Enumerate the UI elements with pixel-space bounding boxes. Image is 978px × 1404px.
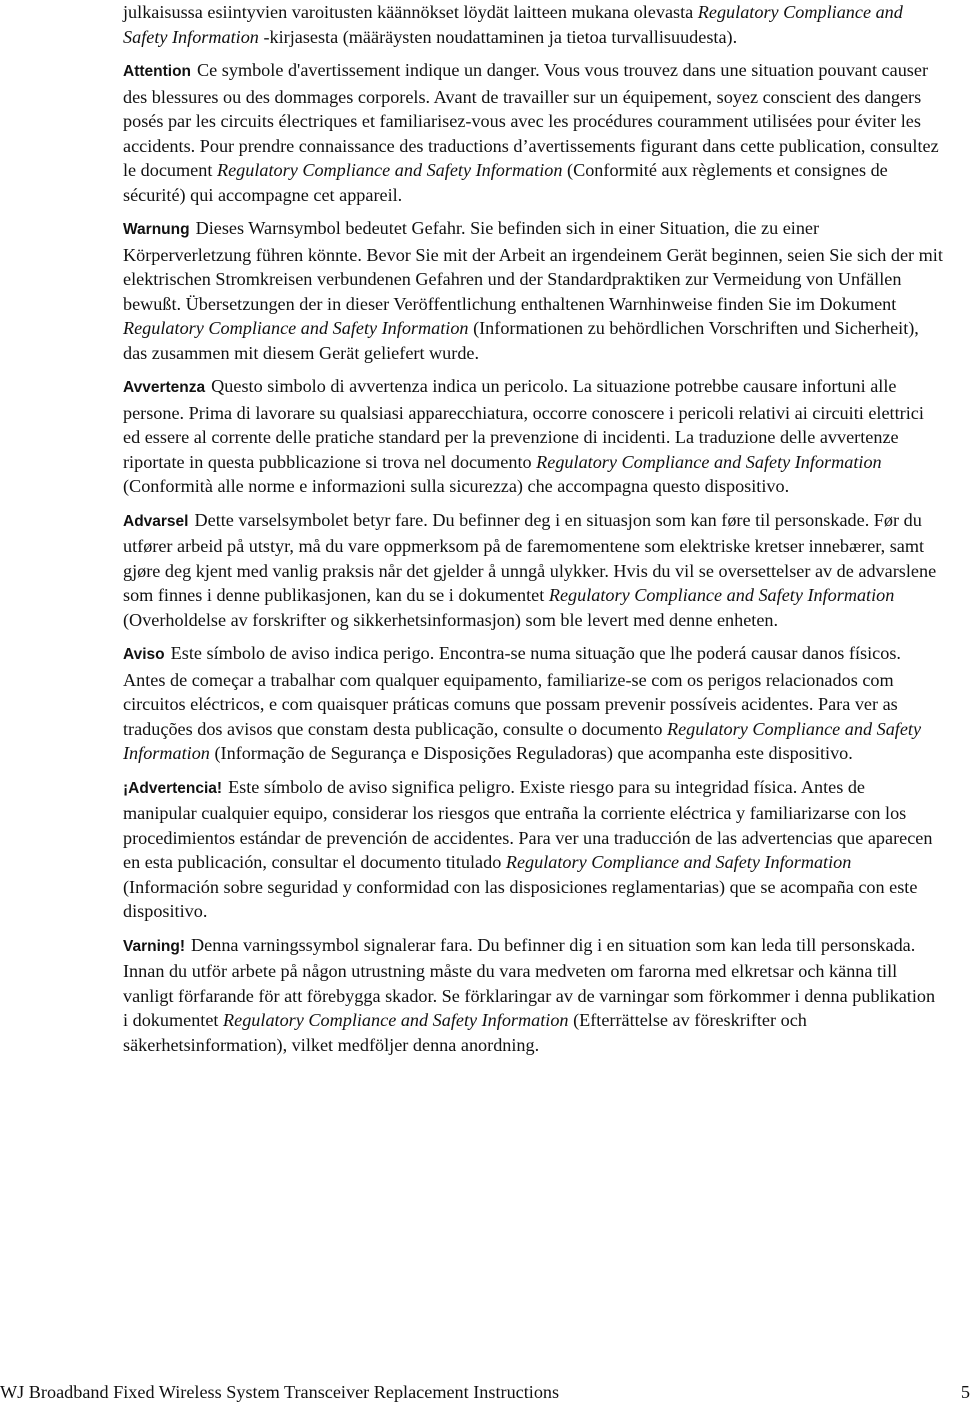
paragraph-label: Avvertenza: [123, 379, 206, 396]
paragraph-spanish: [123, 775, 943, 924]
paragraph-document-title: Regulatory Compliance and Safety Information: [216, 160, 563, 180]
paragraph-french: [123, 58, 943, 207]
paragraph-text-after: (Informationen zu behördlichen Vorschriften und Sicherheit), das zusammen mit diesem Gerät geliefert wurde.: [123, 318, 919, 363]
paragraph-text-before: Dieses Warnsymbol bedeutet Gefahr. Sie befinden sich in einer Situation, die zu einer Körperverletzung führen könnte. Bevor Sie mit der Arbeit an irgendeinem Gerät beginnen, seien Sie sich der mit elektrischen Stromkreisen verbundenen Gefahren und der Standardpraktiken zur Vermeidung von Unfällen bewußt. Übersetzungen der in dieser Veröffentlichung enthaltenen Warnhinweise finden Sie im Dokument: [123, 218, 943, 314]
page-number: 5: [960, 1382, 970, 1402]
paragraph-text-after: (Efterrättelse av föreskrifter och säkerhetsinformation), vilket medföljer denna anordning.: [123, 1010, 807, 1055]
paragraph-portuguese: [123, 641, 943, 766]
paragraph-text-before: Este símbolo de aviso indica perigo. Encontra-se numa situação que lhe poderá causar danos físicos. Antes de começar a trabalhar com qualquer equipamento, familiarize-se com os perigos relacionados com circuitos eléctricos, e com quaisquer práticas comuns que possam prevenir possíveis acidentes. Para ver as traduções dos avisos que constam desta publicação, consulte o documento: [123, 643, 901, 739]
paragraph-text-after: (Conformità alle norme e informazioni sulla sicurezza) che accompagna questo dispositivo.: [123, 476, 790, 496]
paragraph-text-before: Ce symbole d'avertissement indique un danger. Vous vous trouvez dans une situation pouvant causer des blessures ou des dommages corporels. Avant de travailler sur un équipement, soyez conscient des dangers posés par les circuits électriques et familiarisez-vous avec les procédures couramment utilisées pour éviter les accidents. Pour prendre connaissance des traductions d’avertissements figurant dans cette publication, consultez le document: [123, 60, 939, 180]
paragraph-norwegian: [123, 508, 943, 633]
paragraph-text-before: Denna varningssymbol signalerar fara. Du befinner dig i en situation som kan leda till personskada. Innan du utför arbete på någon utrustning måste du vara medveten om farorna med elkretsar och känna till vanligt förfarande för att förebygga skador. Se förklaringar av de varningar som förkommer i denna publikation i dokumentet: [123, 934, 936, 1030]
paragraph-text-after: (Overholdelse av forskrifter og sikkerhetsinformasjon) som ble levert med denne enheten.: [123, 609, 779, 630]
paragraph-label: Attention: [123, 63, 192, 80]
paragraph-document-title: Regulatory Compliance and Safety Information: [536, 451, 882, 472]
paragraph-text-before: Dette varselsymbolet betyr fare. Du befinner deg i en situasjon som kan føre til personskade. Før du utfører arbeid på utstyr, må du vare oppmerksom på de faremomentene som elektriske kretser innebærer, samt gjøre deg kjent med vanlig praksis når det gjelder å unngå ulykker. Hvis du vil se oversettelser av de advarslene som finnes i denne publikasjonen, kan du se i dokumentet: [123, 509, 937, 605]
paragraph-document-title: Regulatory Compliance and Safety Information: [123, 318, 469, 338]
paragraph-document-title: Regulatory Compliance and Safety Information: [223, 1010, 569, 1030]
paragraph-text-before: Questo simbolo di avvertenza indica un pericolo. La situazione potrebbe causare infortuni alle persone. Prima di lavorare su qualsiasi apparecchiatura, occorre conoscere i pericoli relativi ai circuiti elettrici ed essere al corrente delle pratiche standard per la prevenzione di incidenti. La traduzione delle avvertenze riportate in questa pubblicazione si trova nel documento: [123, 376, 924, 472]
footer-title: WJ Broadband Fixed Wireless System Transceiver Replacement Instructions: [0, 1382, 560, 1402]
paragraph-swedish: [123, 933, 943, 1058]
paragraph-label: Varning!: [123, 937, 186, 955]
paragraph-finnish: [123, 0, 943, 49]
paragraph-label: Advarsel: [123, 512, 189, 530]
paragraph-document-title: Regulatory Compliance and Safety Information: [123, 718, 922, 763]
paragraph-text-after: -kirjasesta (määräysten noudattaminen ja tietoa turvallisuudesta).: [258, 26, 738, 47]
paragraph-document-title: Regulatory Compliance and Safety Information: [505, 852, 852, 872]
paragraph-text-after: (Conformité aux règlements et consignes de sécurité) qui accompagne cet appareil.: [123, 160, 888, 205]
paragraph-document-title: Regulatory Compliance and Safety Information: [123, 2, 903, 47]
paragraph-label: ¡Advertencia!: [123, 779, 223, 797]
paragraph-text-after: (Informação de Segurança e Disposições Reguladoras) que acompanha este dispositivo.: [209, 743, 853, 763]
paragraph-label: Warnung: [123, 221, 190, 238]
paragraph-italian: [123, 374, 943, 499]
paragraph-text-before: julkaisussa esiintyvien varoitusten käännökset löydät laitteen mukana olevasta: [123, 2, 698, 22]
paragraph-text-after: (Información sobre seguridad y conformidad con las disposiciones reglamentarias) que se acompaña con este dispositivo.: [123, 876, 918, 921]
paragraph-label: Aviso: [123, 646, 165, 663]
document-body: [123, 0, 943, 1066]
paragraph-document-title: Regulatory Compliance and Safety Information: [548, 585, 895, 605]
paragraph-text-before: Este símbolo de aviso significa peligro. Existe riesgo para su integridad física. Antes de manipular cualquier equipo, considerar los riesgos que entraña la corriente eléctrica y familiarizarse con los procedimientos estándar de prevención de accidentes. Para ver una traducción de las advertencias que aparecen en esta publicación, consultar el documento titulado: [123, 776, 933, 872]
paragraph-german: [123, 216, 943, 365]
